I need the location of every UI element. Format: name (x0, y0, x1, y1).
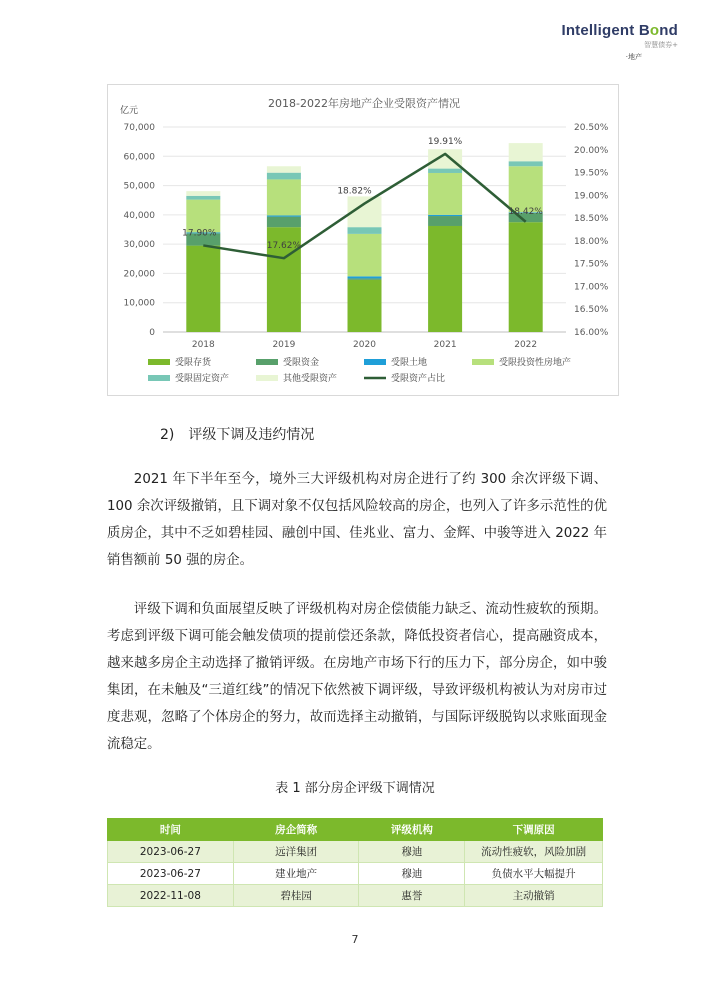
bar-segment (186, 246, 220, 332)
cell-time: 2022-11-08 (108, 885, 234, 907)
restricted-assets-chart (107, 84, 619, 396)
bar-segment (348, 280, 382, 332)
brand-subtitle: 智慧债券+ (644, 41, 678, 49)
chart-canvas (108, 85, 620, 397)
bar-segment (509, 222, 543, 332)
legend-swatch (472, 359, 494, 365)
y-tick-label: 40,000 (123, 210, 155, 221)
ratio-data-label: 18.42% (508, 206, 543, 217)
bar-segment (428, 173, 462, 215)
x-tick-label: 2018 (191, 340, 215, 350)
table-header-row (108, 819, 603, 841)
cell-company: 碧桂园 (233, 885, 359, 907)
cell-agency: 惠誉 (359, 885, 465, 907)
chart-title: 2018-2022年房地产企业受限资产情况 (268, 97, 460, 110)
y2-tick-label: 20.00% (574, 145, 609, 156)
y2-tick-label: 16.50% (574, 305, 609, 316)
cell-company: 建业地产 (233, 863, 359, 885)
table-row (108, 841, 603, 863)
bar-segment (267, 215, 301, 216)
y-tick-label: 10,000 (123, 298, 155, 309)
legend-swatch (148, 375, 170, 381)
bar-segment (267, 166, 301, 172)
rating-downgrade-table (107, 818, 603, 907)
table-row (108, 863, 603, 885)
x-tick-label: 2022 (514, 340, 538, 350)
y2-tick-label: 18.00% (574, 236, 609, 247)
y2-tick-label: 18.50% (574, 214, 609, 225)
y2-tick-label: 17.50% (574, 259, 609, 270)
bar-segment (267, 179, 301, 215)
bar-segment (348, 278, 382, 279)
bar-segment (509, 161, 543, 166)
cell-time: 2023-06-27 (108, 841, 234, 863)
ratio-data-label: 19.91% (427, 136, 463, 147)
bar-segment (186, 196, 220, 200)
table-row (108, 885, 603, 907)
bar-segment (348, 276, 382, 278)
legend-label: 受限土地 (391, 358, 428, 368)
y-tick-label: 30,000 (123, 240, 155, 251)
bar-segment (186, 191, 220, 196)
legend-swatch (148, 359, 170, 365)
legend-label: 受限固定资产 (175, 374, 230, 384)
header-time: 时间 (108, 819, 234, 841)
legend-label: 受限资金 (283, 358, 320, 368)
cell-time: 2023-06-27 (108, 863, 234, 885)
brand-name: Intelligent Bond (561, 22, 678, 39)
legend-label: 受限投资性房地产 (499, 358, 572, 368)
brand-tag: ·地产 (625, 53, 642, 61)
bar-segment (509, 143, 543, 161)
cell-reason: 主动撤销 (465, 885, 603, 907)
bar-segment (428, 215, 462, 216)
cell-agency: 穆迪 (359, 863, 465, 885)
ratio-data-label: 17.90% (182, 228, 217, 239)
cell-reason: 负债水平大幅提升 (465, 863, 603, 885)
brand-logo (561, 22, 678, 62)
bar-segment (428, 216, 462, 226)
y-axis-label: 亿元 (120, 106, 139, 116)
table-caption: 表 1 部分房企评级下调情况 (275, 781, 435, 796)
legend-swatch (256, 375, 278, 381)
legend-swatch (364, 359, 386, 365)
bar-segment (509, 166, 543, 212)
y-tick-label: 0 (149, 328, 155, 338)
y2-tick-label: 19.00% (574, 191, 609, 202)
y-tick-label: 50,000 (123, 181, 155, 192)
legend-swatch (256, 359, 278, 365)
cell-reason: 流动性疲软，风险加剧 (465, 841, 603, 863)
paragraph-1: 2021 年下半年至今，境外三大评级机构对房企进行了约 300 余次评级下调、100 余次评级撤销，且下调对象不仅包括风险较高的房企，也列入了许多示范性的优质房企，其中不乏如碧桂园、融创中国、佳兆业、富力、金辉、中骏等进入 2022 年销售额前 50 强的房企。 (107, 472, 607, 568)
ratio-data-label: 18.82% (337, 186, 372, 197)
page-number: 7 (351, 933, 359, 946)
y-tick-label: 60,000 (123, 152, 155, 163)
legend-label: 受限资产占比 (391, 374, 446, 384)
section-heading: 2) 评级下调及违约情况 (160, 427, 315, 443)
ratio-data-label: 17.62% (266, 241, 302, 252)
y2-tick-label: 19.50% (574, 168, 609, 179)
cell-agency: 穆迪 (359, 841, 465, 863)
bar-segment (348, 227, 382, 234)
y-tick-label: 20,000 (123, 269, 155, 280)
bar-segment (428, 226, 462, 332)
x-tick-label: 2020 (353, 340, 376, 350)
bar-segment (428, 149, 462, 168)
x-tick-label: 2021 (433, 340, 457, 350)
y2-tick-label: 20.50% (574, 123, 609, 133)
y2-tick-label: 16.00% (574, 328, 609, 338)
legend-label: 受限存货 (175, 358, 212, 368)
header-agency: 评级机构 (359, 819, 465, 841)
bar-segment (428, 169, 462, 173)
bar-segment (267, 173, 301, 180)
bar-segment (267, 217, 301, 228)
paragraph-2: 评级下调和负面展望反映了评级机构对房企偿债能力缺乏、流动性疲软的预期。考虑到评级下调可能会触发债项的提前偿还条款，降低投资者信心，提高融资成本，越来越多房企主动选择了撤销评级。在房地产市场下行的压力下，部分房企，如中骏集团，在未触及“三道红线”的情况下依然被下调评级，导致评级机构被认为对房市过度悲观，忽略了个体房企的努力，故而选择主动撤销，与国际评级脱钩以求账面现金流稳定。 (107, 602, 607, 752)
y2-tick-label: 17.00% (574, 282, 609, 293)
bar-segment (348, 234, 382, 276)
cell-company: 远洋集团 (233, 841, 359, 863)
header-reason: 下调原因 (465, 819, 603, 841)
y-tick-label: 70,000 (123, 123, 155, 133)
x-tick-label: 2019 (272, 340, 296, 350)
legend-label: 其他受限资产 (283, 374, 338, 384)
header-company: 房企简称 (233, 819, 359, 841)
